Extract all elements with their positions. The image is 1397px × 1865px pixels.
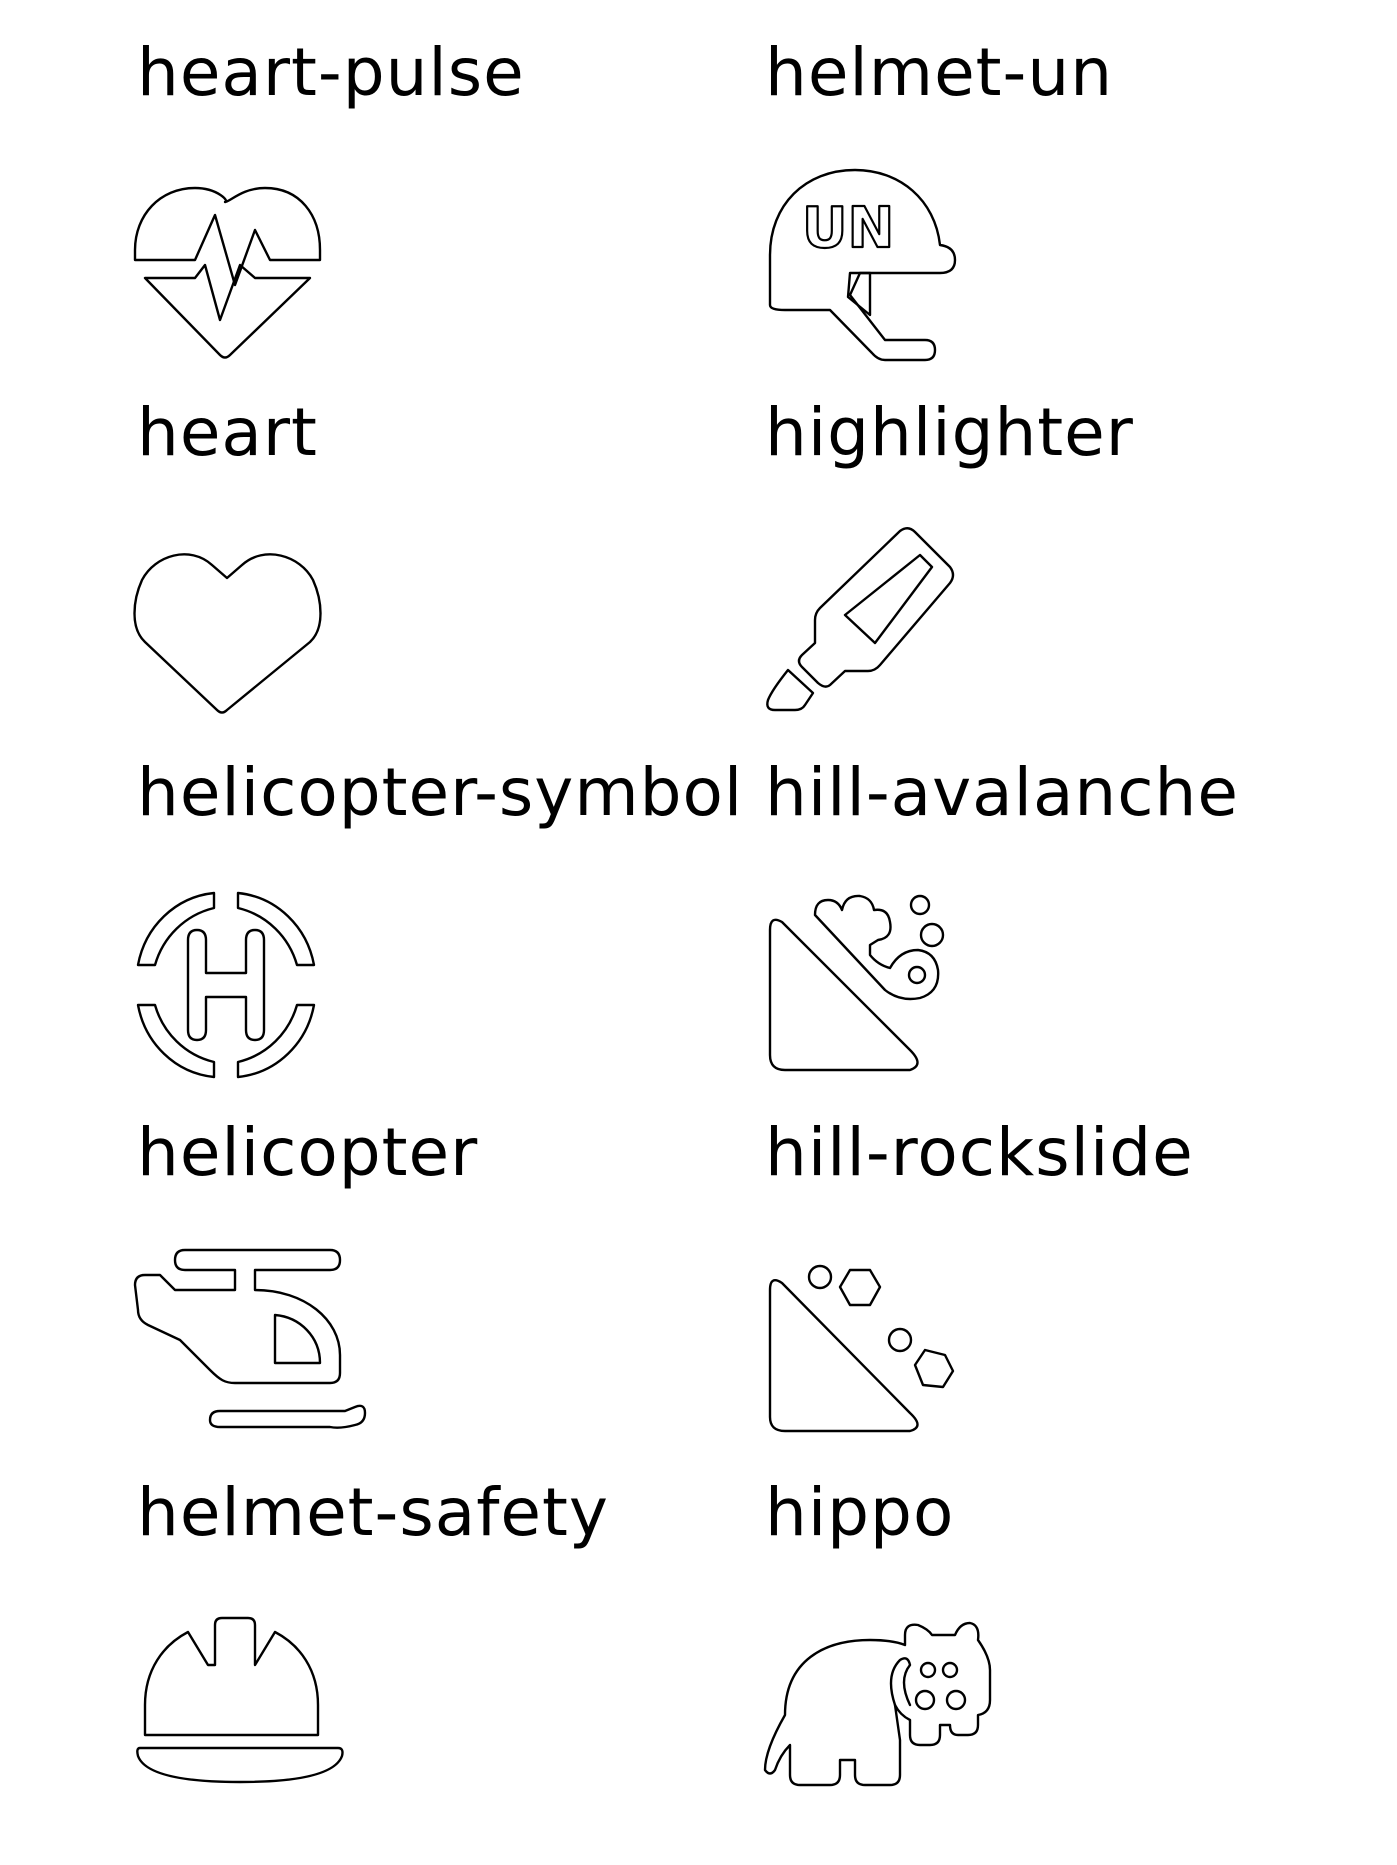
highlighter-icon (760, 525, 1020, 725)
heart-icon (130, 530, 390, 730)
icon-label-heart: heart (137, 394, 318, 471)
helicopter-icon (130, 1245, 390, 1445)
icon-label-hill-rockslide: hill-rockslide (765, 1114, 1194, 1191)
hill-rockslide-icon (760, 1255, 1020, 1455)
icon-label-helicopter: helicopter (137, 1114, 479, 1191)
heart-pulse-icon (130, 170, 390, 370)
hippo-icon (760, 1615, 1020, 1815)
icon-label-helmet-un: helmet-un (765, 34, 1114, 111)
icon-label-heart-pulse: heart-pulse (137, 34, 525, 111)
icon-label-hippo: hippo (765, 1474, 955, 1551)
icon-label-hill-avalanche: hill-avalanche (765, 754, 1239, 831)
helicopter-symbol-icon (130, 885, 390, 1085)
icon-label-helmet-safety: helmet-safety (137, 1474, 609, 1551)
helmet-un-icon (760, 165, 1020, 365)
icon-label-helicopter-symbol: helicopter-symbol (137, 754, 744, 831)
helmet-un-text: UN (802, 196, 895, 261)
hill-avalanche-icon (760, 890, 1020, 1090)
helmet-safety-icon (130, 1610, 390, 1810)
icon-label-highlighter: highlighter (765, 394, 1134, 471)
